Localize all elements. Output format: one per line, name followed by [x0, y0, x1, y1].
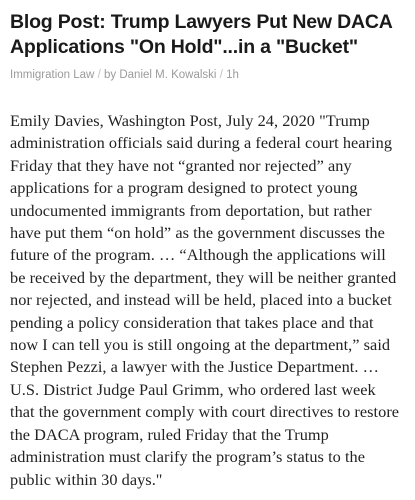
post-meta: [10, 68, 410, 82]
meta-separator-2: /: [219, 69, 223, 81]
post-age: 1h: [226, 69, 239, 81]
author-link[interactable]: Daniel M. Kowalski: [119, 69, 217, 81]
post-body: Emily Davies, Washington Post, July 24, 2020 "Trump administration officials said during a federal court hearing Friday that they have not “granted nor rejected” any applications for a program designed to protect young undocumented immigrants from deportation, but rather have put them “on hold” as the government discusses the future of the program. … “Although the applications will be received by the department, they will be neither granted nor rejected, and instead will be held, placed into a bucket pending a policy consideration that takes place and that now I can tell you is still ongoing at the department,” said Stephen Pezzi, a lawyer with the Justice Department. … U.S. District Judge Paul Grimm, who ordered last week that the government comply with court directives to restore the DACA program, ruled Friday that the Trump administration must clarify the program’s status to the public within 30 days.": [10, 111, 400, 489]
by-prefix: by: [103, 69, 117, 81]
post-title[interactable]: Blog Post: Trump Lawyers Put New DACA Applications "On Hold"...in a "Bucket": [10, 11, 392, 58]
blog-post: [10, 0, 410, 491]
meta-separator: /: [97, 69, 101, 81]
category-link[interactable]: Immigration Law: [10, 69, 95, 81]
